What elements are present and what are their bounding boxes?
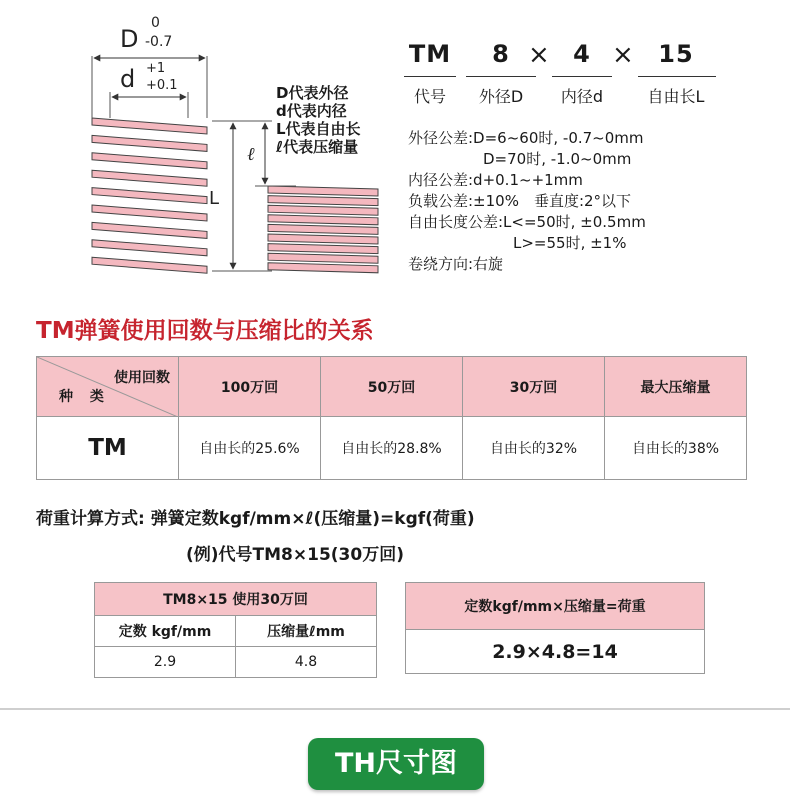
code-cell-series [402,40,458,68]
tolerance-line: L>=55时, ±1% [408,234,627,252]
spring-coil [268,186,378,196]
dimension-legend [276,84,361,156]
tolerance-line: 自由长度公差:L<=50时, ±0.5mm [408,213,646,231]
formula-example: (例)代号TM8×15(30万回) [186,545,404,565]
code-series-value: TM [408,40,452,68]
result-value: 2.9×4.8=14 [406,630,705,674]
table-cell: 自由长的28.8% [321,417,463,480]
th-dimension-badge[interactable]: TH尺寸图 [308,738,484,790]
example-col-rate: 定数 kgf/mm [95,616,236,647]
table-cell: 自由长的38% [605,417,747,480]
d-tol-upper: +1 [146,61,166,76]
D-label: D [120,25,139,53]
spring-coil [268,234,378,244]
legend-item: L代表自由长 [276,120,361,138]
corner-top-label: 使用回数 [114,370,170,386]
header-cell: 50万回 [321,357,463,417]
code-inner-label: 内径d [560,87,604,106]
spring-coil [268,263,378,273]
tolerance-line: 负载公差:±10% 垂直度:2°以下 [408,192,632,210]
load-formula: 荷重计算方式: 弹簧定数kgf/mm×ℓ(压缩量)=kgf(荷重) [36,509,475,529]
spring-coil [92,170,207,186]
code-outer-label: 外径D [478,87,524,106]
tolerance-line: D=70时, -1.0~0mm [408,150,632,168]
header-cell: 最大压缩量 [605,357,747,417]
spring-coil [92,222,207,238]
spring-coil [92,240,207,256]
code-cell-length [636,40,716,68]
result-title-row [406,583,705,630]
code-length-label: 自由长L [647,87,705,106]
result-table [405,582,705,674]
code-outer-value: 8 [492,40,510,68]
D-tol-lower: -0.7 [145,34,173,50]
D-tol-upper: 0 [151,15,160,31]
header-cell: 30万回 [463,357,605,417]
example-table [94,582,377,678]
section-title: TM弹簧使用回数与压缩比的关系 [36,318,374,344]
example-title-row [95,583,377,616]
code-underline-2 [466,76,536,77]
code-cell-inner [552,40,612,68]
example-title: TM8×15 使用30万回 [95,583,377,616]
legend-item: ℓ代表压缩量 [276,138,359,156]
table-cell: 自由长的25.6% [179,417,321,480]
code-underline-1 [404,76,456,77]
spring-coil [92,257,207,273]
corner-bottom-label: 种 类 [59,389,110,405]
ell-label: ℓ [247,144,255,165]
spring-coil [268,215,378,225]
tolerance-line: 卷绕方向:右旋 [408,255,504,273]
life-table-row [37,417,747,480]
code-sep-1: × [528,40,550,70]
d-label: d [120,65,136,93]
spring-coil [92,205,207,221]
free-spring [92,118,207,273]
code-underline-3 [552,76,612,77]
code-sep-2: × [612,40,634,70]
example-compression-value: 4.8 [236,647,377,678]
compressed-spring [268,186,378,273]
d-tol-lower: +0.1 [146,78,178,93]
example-header-row [95,616,377,647]
result-value-row [406,630,705,674]
code-inner-value: 4 [573,40,591,68]
tolerance-spec [408,128,646,275]
example-col-compression: 压缩量ℓmm [236,616,377,647]
spring-coil [92,135,207,151]
row-label: TM [37,417,179,480]
header-cell: 100万回 [179,357,321,417]
legend-item: d代表内径 [276,102,347,120]
spring-coil [268,205,378,215]
corner-cell [37,357,179,417]
life-table-header-row [37,357,747,417]
spring-coil [92,153,207,169]
table-cell: 自由长的32% [463,417,605,480]
code-length-value: 15 [658,40,694,68]
section-divider [0,708,790,710]
code-series-label: 代号 [413,87,446,106]
tolerance-line: 外径公差:D=6~60时, -0.7~0mm [408,129,644,147]
spring-coil [92,118,207,134]
spring-coil [268,244,378,254]
spring-coil [268,253,378,263]
legend-item: D代表外径 [276,84,349,102]
tolerance-line: 内径公差:d+0.1~+1mm [408,171,583,189]
result-title: 定数kgf/mm×压缩量=荷重 [406,583,705,630]
spring-coil [92,188,207,204]
spring-coil [268,224,378,234]
L-label: L [209,188,220,209]
code-underline-4 [638,76,716,77]
example-value-row [95,647,377,678]
life-compression-table [36,356,747,480]
example-rate-value: 2.9 [95,647,236,678]
spring-coil [268,196,378,206]
